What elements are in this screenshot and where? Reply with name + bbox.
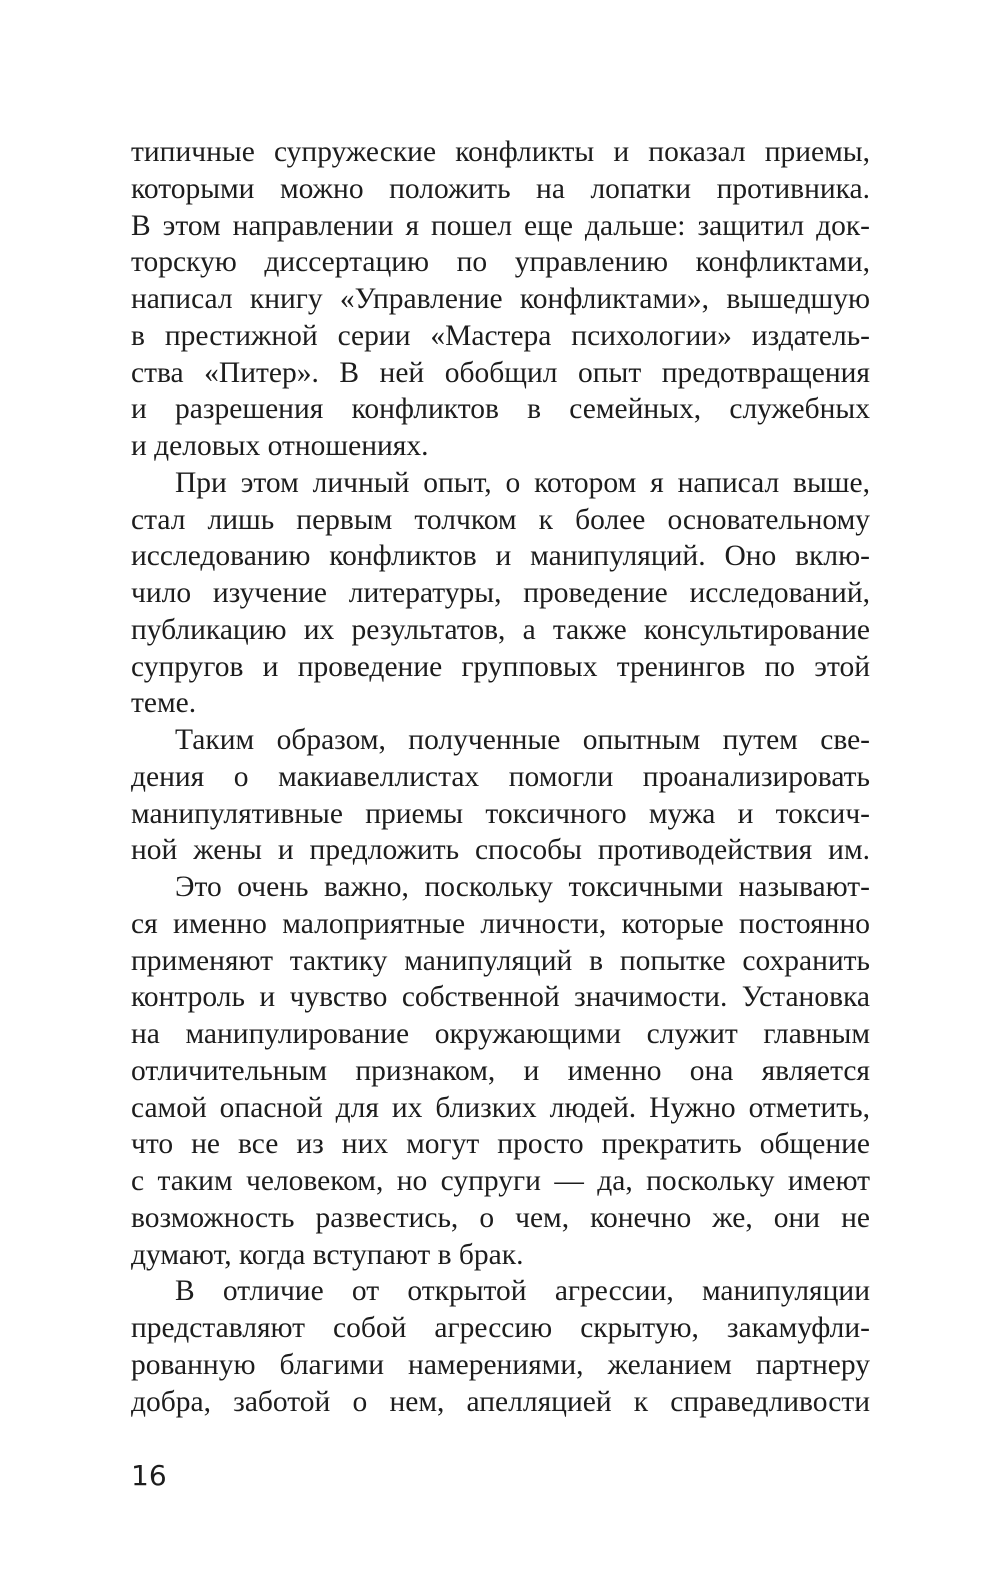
text-line: самой опасной для их близких людей. Нужно отметить, [131, 1091, 870, 1124]
text-line: и деловых отношениях. [131, 430, 429, 462]
text-line: представляют собой агрессию скрытую, закамуфли- [131, 1312, 870, 1344]
page-number: 16 [131, 1459, 167, 1492]
text-line: Это очень важно, поскольку токсичными называют- [175, 871, 870, 903]
body-text [131, 134, 870, 1420]
text-line: исследованию конфликтов и манипуляций. Оно вклю- [131, 540, 870, 573]
text-line: При этом личный опыт, о котором я написал выше, [175, 466, 870, 499]
text-line: теме. [131, 687, 197, 720]
text-line: рованную благими намерениями, желанием партнеру [131, 1348, 870, 1381]
paragraph-2 [131, 465, 870, 722]
text-line: супругов и проведение групповых тренингов по этой [131, 650, 870, 683]
text-line: В отличие от открытой агрессии, манипуляции [175, 1275, 870, 1308]
paragraph-5 [131, 1273, 870, 1420]
text-line: добра, заботой о нем, апелляцией к справедливости [131, 1385, 870, 1418]
paragraph-1 [131, 134, 870, 465]
text-line: которыми можно положить на лопатки противника. [131, 172, 870, 205]
text-line: и разрешения конфликтов в семейных, служебных [131, 393, 870, 426]
paragraph-4 [131, 869, 870, 1273]
text-line: типичные супружеские конфликты и показал приемы, [131, 136, 870, 168]
text-line: дения о макиавеллистах помогли проанализировать [131, 760, 870, 793]
text-line: на манипулирование окружающими служит главным [131, 1018, 870, 1050]
text-line: ной жены и предложить способы противодействия им. [131, 834, 870, 867]
paragraph-3 [131, 722, 870, 869]
text-line: думают, когда вступают в брак. [131, 1238, 524, 1271]
text-line: написал книгу «Управление конфликтами», вышедшую [131, 283, 870, 315]
text-line: что не все из них могут просто прекратить общение [131, 1128, 870, 1161]
text-line: В этом направлении я пошел еще дальше: защитил док- [131, 209, 870, 242]
text-line: Таким образом, полученные опытным путем све- [175, 724, 870, 756]
text-line: контроль и чувство собственной значимости. Установка [131, 981, 870, 1014]
text-line: в престижной серии «Мастера психологии» издатель- [131, 319, 870, 352]
text-line: публикацию их результатов, а также консультирование [131, 613, 870, 646]
text-line: манипулятивные приемы токсичного мужа и токсич- [131, 797, 870, 830]
text-line: с таким человеком, но супруги — да, поскольку имеют [131, 1165, 870, 1197]
text-line: стал лишь первым толчком к более основательному [131, 503, 870, 536]
text-line: ся именно малоприятные личности, которые постоянно [131, 907, 870, 940]
text-line: ства «Питер». В ней обобщил опыт предотвращения [131, 356, 870, 389]
text-line: возможность развестись, о чем, конечно же, они не [131, 1201, 870, 1234]
text-line: чило изучение литературы, проведение исследований, [131, 577, 870, 609]
text-line: отличительным признаком, и именно она является [131, 1054, 870, 1087]
text-line: торскую диссертацию по управлению конфликтами, [131, 246, 870, 279]
text-line: применяют тактику манипуляций в попытке сохранить [131, 944, 870, 977]
